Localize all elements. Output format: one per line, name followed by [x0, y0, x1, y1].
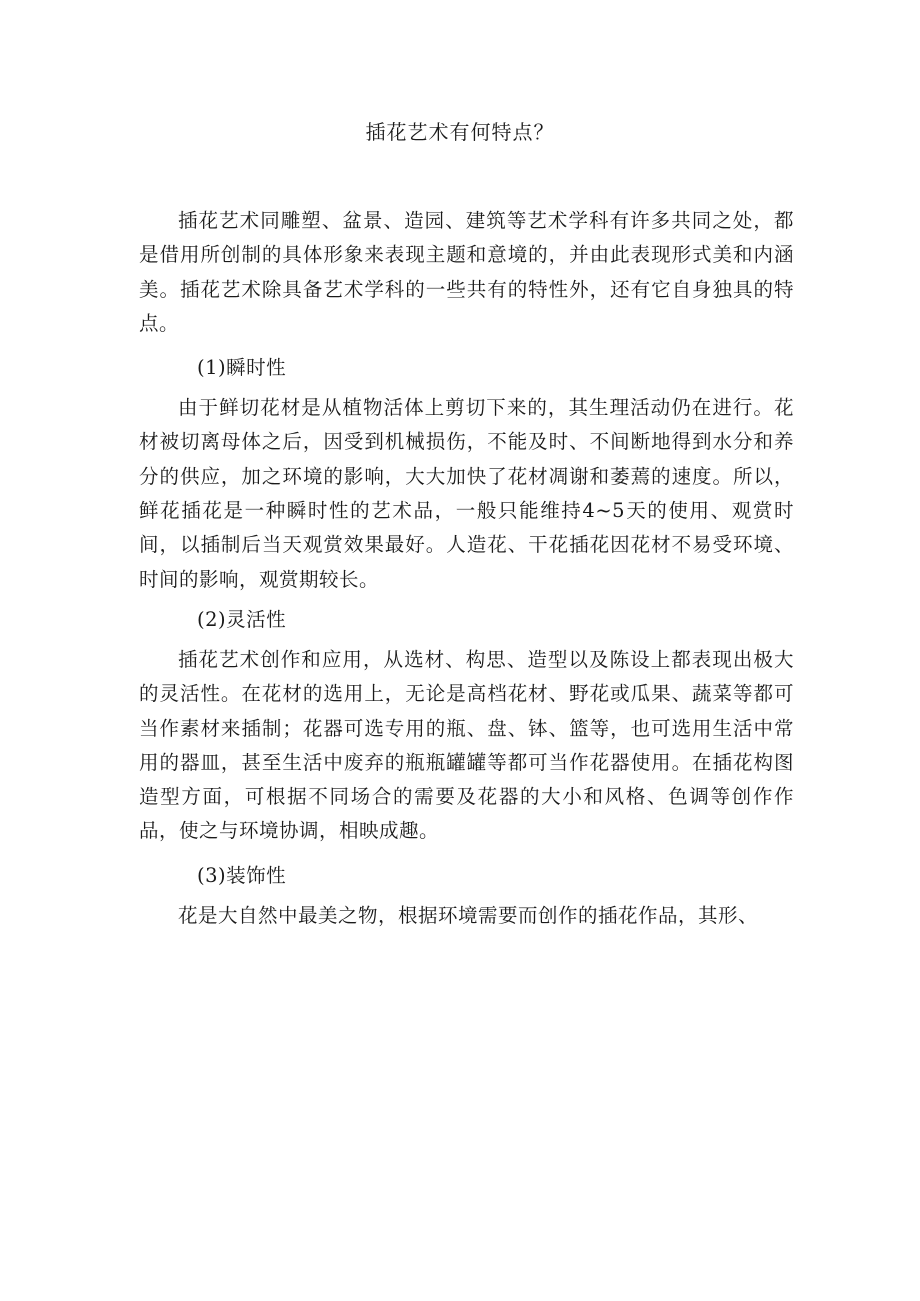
section-heading-2: (2)灵活性	[197, 607, 287, 631]
document-title: 插花艺术有何特点？	[365, 120, 555, 144]
intro-paragraph: 插花艺术同雕塑、盆景、造园、建筑等艺术学科有许多共同之处，都是借用所创制的具体形象来表现主题和意境的，并由此表现形式美和内涵美。插花艺术除具备艺术学科的一些共有的特性外，还有它自身独具的特点。	[139, 209, 794, 335]
document-body	[139, 204, 794, 933]
section-1-paragraph: 由于鲜切花材是从植物活体上剪切下来的，其生理活动仍在进行。花材被切离母体之后，因受到机械损伤，不能及时、不间断地得到水分和养分的供应，加之环境的影响，大大加快了花材凋谢和萎蔫的速度。所以，鲜花插花是一种瞬时性的艺术品，一般只能维持4~5天的使用、观赏时间，以插制后当天观赏效果最好。人造花、干花插花因花材不易受环境、时间的影响，观赏期较长。	[139, 396, 794, 591]
section-2-paragraph: 插花艺术创作和应用，从选材、构思、造型以及陈设上都表现出极大的灵活性。在花材的选用上，无论是高档花材、野花或瓜果、蔬菜等都可当作素材来插制；花器可选专用的瓶、盘、钵、篮等，也可选用生活中常用的器皿，甚至生活中废弃的瓶瓶罐罐等都可当作花器使用。在插花构图造型方面，可根据不同场合的需要及花器的大小和风格、色调等创作作品，使之与环境协调，相映成趣。	[139, 647, 794, 843]
section-3-paragraph: 花是大自然中最美之物，根据环境需要而创作的插花作品，其形、	[178, 903, 759, 927]
section-heading-1: (1)瞬时性	[197, 356, 287, 380]
section-heading-3: (3)装饰性	[197, 863, 287, 887]
